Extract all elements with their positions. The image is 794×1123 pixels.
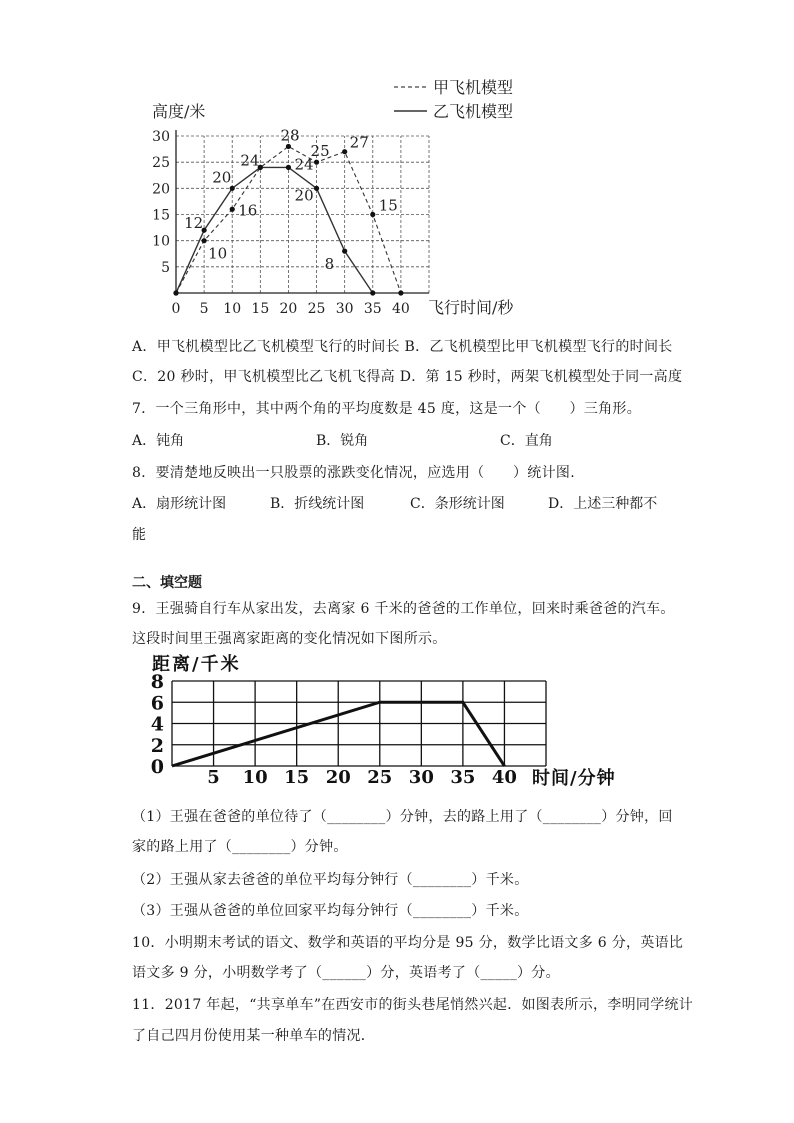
section-heading-fill-in: 二、填空题 <box>132 575 202 591</box>
x-tick-label: 25 <box>307 301 326 317</box>
q7-option-b: B．锐角 <box>316 433 369 449</box>
y-tick-label: 0 <box>150 756 164 778</box>
data-point-jia <box>314 160 319 165</box>
y-tick-labels <box>151 671 164 778</box>
y-tick-label: 25 <box>152 155 170 172</box>
value-label-yi: 24 <box>294 155 314 174</box>
x-tick-label: 5 <box>199 301 209 317</box>
x-tick-label: 10 <box>223 301 242 317</box>
y-tick-label: 30 <box>152 129 170 145</box>
x-tick-labels <box>172 301 410 317</box>
data-point-jia <box>370 212 375 217</box>
x-tick-label: 15 <box>251 301 270 317</box>
x-tick-label: 0 <box>171 301 181 317</box>
value-label-yi: 24 <box>240 151 260 170</box>
value-label-yi: 20 <box>294 186 314 205</box>
data-point-yi <box>230 186 235 191</box>
q8-option-d: D．上述三种都不 <box>548 496 658 512</box>
x-tick-label: 40 <box>391 301 410 317</box>
legend-label-jia: 甲飞机模型 <box>433 78 514 97</box>
data-point-jia <box>398 290 403 295</box>
data-point-yi <box>286 165 291 170</box>
data-point-jia <box>230 207 235 212</box>
q8-option-c: C．条形统计图 <box>410 496 505 512</box>
x-tick-label: 35 <box>450 767 476 788</box>
y-axis-label: 高度/米 <box>152 102 206 121</box>
q8-option-a: A．扇形统计图 <box>132 496 227 512</box>
q11-line-1: 11．2017 年起，“共享单车”在西安市的街头巷尾悄然兴起．如图表所示，李明同学统计 <box>132 997 694 1013</box>
q9-stem-line-2: 这段时间里王强离家距离的变化情况如下图所示。 <box>132 631 447 647</box>
y-axis-label: 距离/千米 <box>152 654 241 675</box>
y-tick-label: 2 <box>150 734 164 757</box>
q6-options-line-1: A．甲飞机模型比乙飞机模型飞行的时间长 B．乙飞机模型比甲飞机模型飞行的时间长 <box>132 339 673 355</box>
y-tick-label: 10 <box>152 233 170 250</box>
data-point-jia <box>286 144 291 149</box>
q8-stem: 8．要清楚地反映出一只股票的涨跌变化情况，应选用（ ）统计图. <box>132 465 575 481</box>
q7-option-a: A．钝角 <box>132 433 185 449</box>
value-label-jia: 28 <box>280 126 300 145</box>
value-label-jia: 10 <box>208 244 228 263</box>
q10-line-1: 10．小明期末考试的语文、数学和英语的平均分是 95 分，数学比语文多 6 分，英语比 <box>132 935 684 951</box>
x-tick-label: 15 <box>284 767 310 788</box>
data-point-yi <box>173 290 178 295</box>
y-tick-label: 20 <box>152 181 170 198</box>
x-tick-label: 10 <box>242 767 268 788</box>
x-tick-label: 30 <box>408 767 434 788</box>
y-tick-label: 8 <box>150 671 164 693</box>
data-point-jia <box>342 149 347 154</box>
q8-option-d-continued: 能 <box>132 527 146 543</box>
y-tick-labels <box>152 129 170 276</box>
value-label-jia: 25 <box>310 142 330 161</box>
x-tick-label: 40 <box>491 767 517 788</box>
data-point-yi <box>342 249 347 254</box>
x-tick-label: 5 <box>207 767 220 788</box>
legend-label-yi: 乙飞机模型 <box>433 102 514 121</box>
q9-sub-1-line-1: （1）王强在爸爸的单位待了（________）分钟，去的路上用了（________）分钟，回 <box>132 809 673 825</box>
q11-line-2: 了自己四月份使用某一种单车的情况． <box>132 1028 376 1044</box>
data-point-yi <box>314 186 319 191</box>
q10-line-2: 语文多 9 分，小明数学考了（______）分，英语考了（_____）分。 <box>132 965 560 981</box>
chart-legend <box>394 78 513 121</box>
x-tick-labels <box>207 767 517 788</box>
q9-stem-line-1: 9．王强骑自行车从家出发，去离家 6 千米的爸爸的工作单位，回来时乘爸爸的汽车。 <box>132 601 675 617</box>
q7-stem: 7．一个三角形中，其中两个角的平均度数是 45 度，这是一个（ ）三角形。 <box>132 401 642 417</box>
value-label-jia: 16 <box>238 201 258 220</box>
value-label-jia: 27 <box>349 133 369 152</box>
data-point-yi <box>370 290 375 295</box>
x-tick-label: 30 <box>335 301 354 317</box>
x-tick-label: 35 <box>363 301 382 317</box>
q7-option-c: C．直角 <box>500 433 553 449</box>
q9-sub-1-line-2: 家的路上用了（________）分钟。 <box>132 839 348 855</box>
x-axis-label: 飞行时间/秒 <box>428 298 514 317</box>
flight-height-line-chart <box>140 70 540 320</box>
value-label-yi: 12 <box>184 214 204 233</box>
q9-sub-3: （3）王强从爸爸的单位回家平均每分钟行（________）千米。 <box>132 903 529 919</box>
x-tick-label: 25 <box>367 767 393 788</box>
data-point-jia <box>202 238 207 243</box>
value-label-yi: 20 <box>212 168 232 187</box>
x-axis-label: 时间/分钟 <box>532 768 616 789</box>
y-tick-label: 15 <box>152 207 170 224</box>
q8-option-b: B．折线统计图 <box>270 496 365 512</box>
distance-time-line-chart <box>140 648 660 798</box>
chart-grid <box>172 681 546 766</box>
y-tick-label: 6 <box>150 692 164 715</box>
x-tick-label: 20 <box>325 767 351 788</box>
x-tick-label: 20 <box>279 301 298 317</box>
value-label-jia: 15 <box>378 196 398 215</box>
y-tick-label: 5 <box>161 259 170 276</box>
value-label-yi: 8 <box>324 255 335 274</box>
y-tick-label: 4 <box>150 713 164 736</box>
q6-options-line-2: C．20 秒时，甲飞机模型比乙飞机飞得高 D．第 15 秒时，两架飞机模型处于同一高度 <box>132 369 683 385</box>
q9-sub-2: （2）王强从家去爸爸的单位平均每分钟行（________）千米。 <box>132 872 529 888</box>
